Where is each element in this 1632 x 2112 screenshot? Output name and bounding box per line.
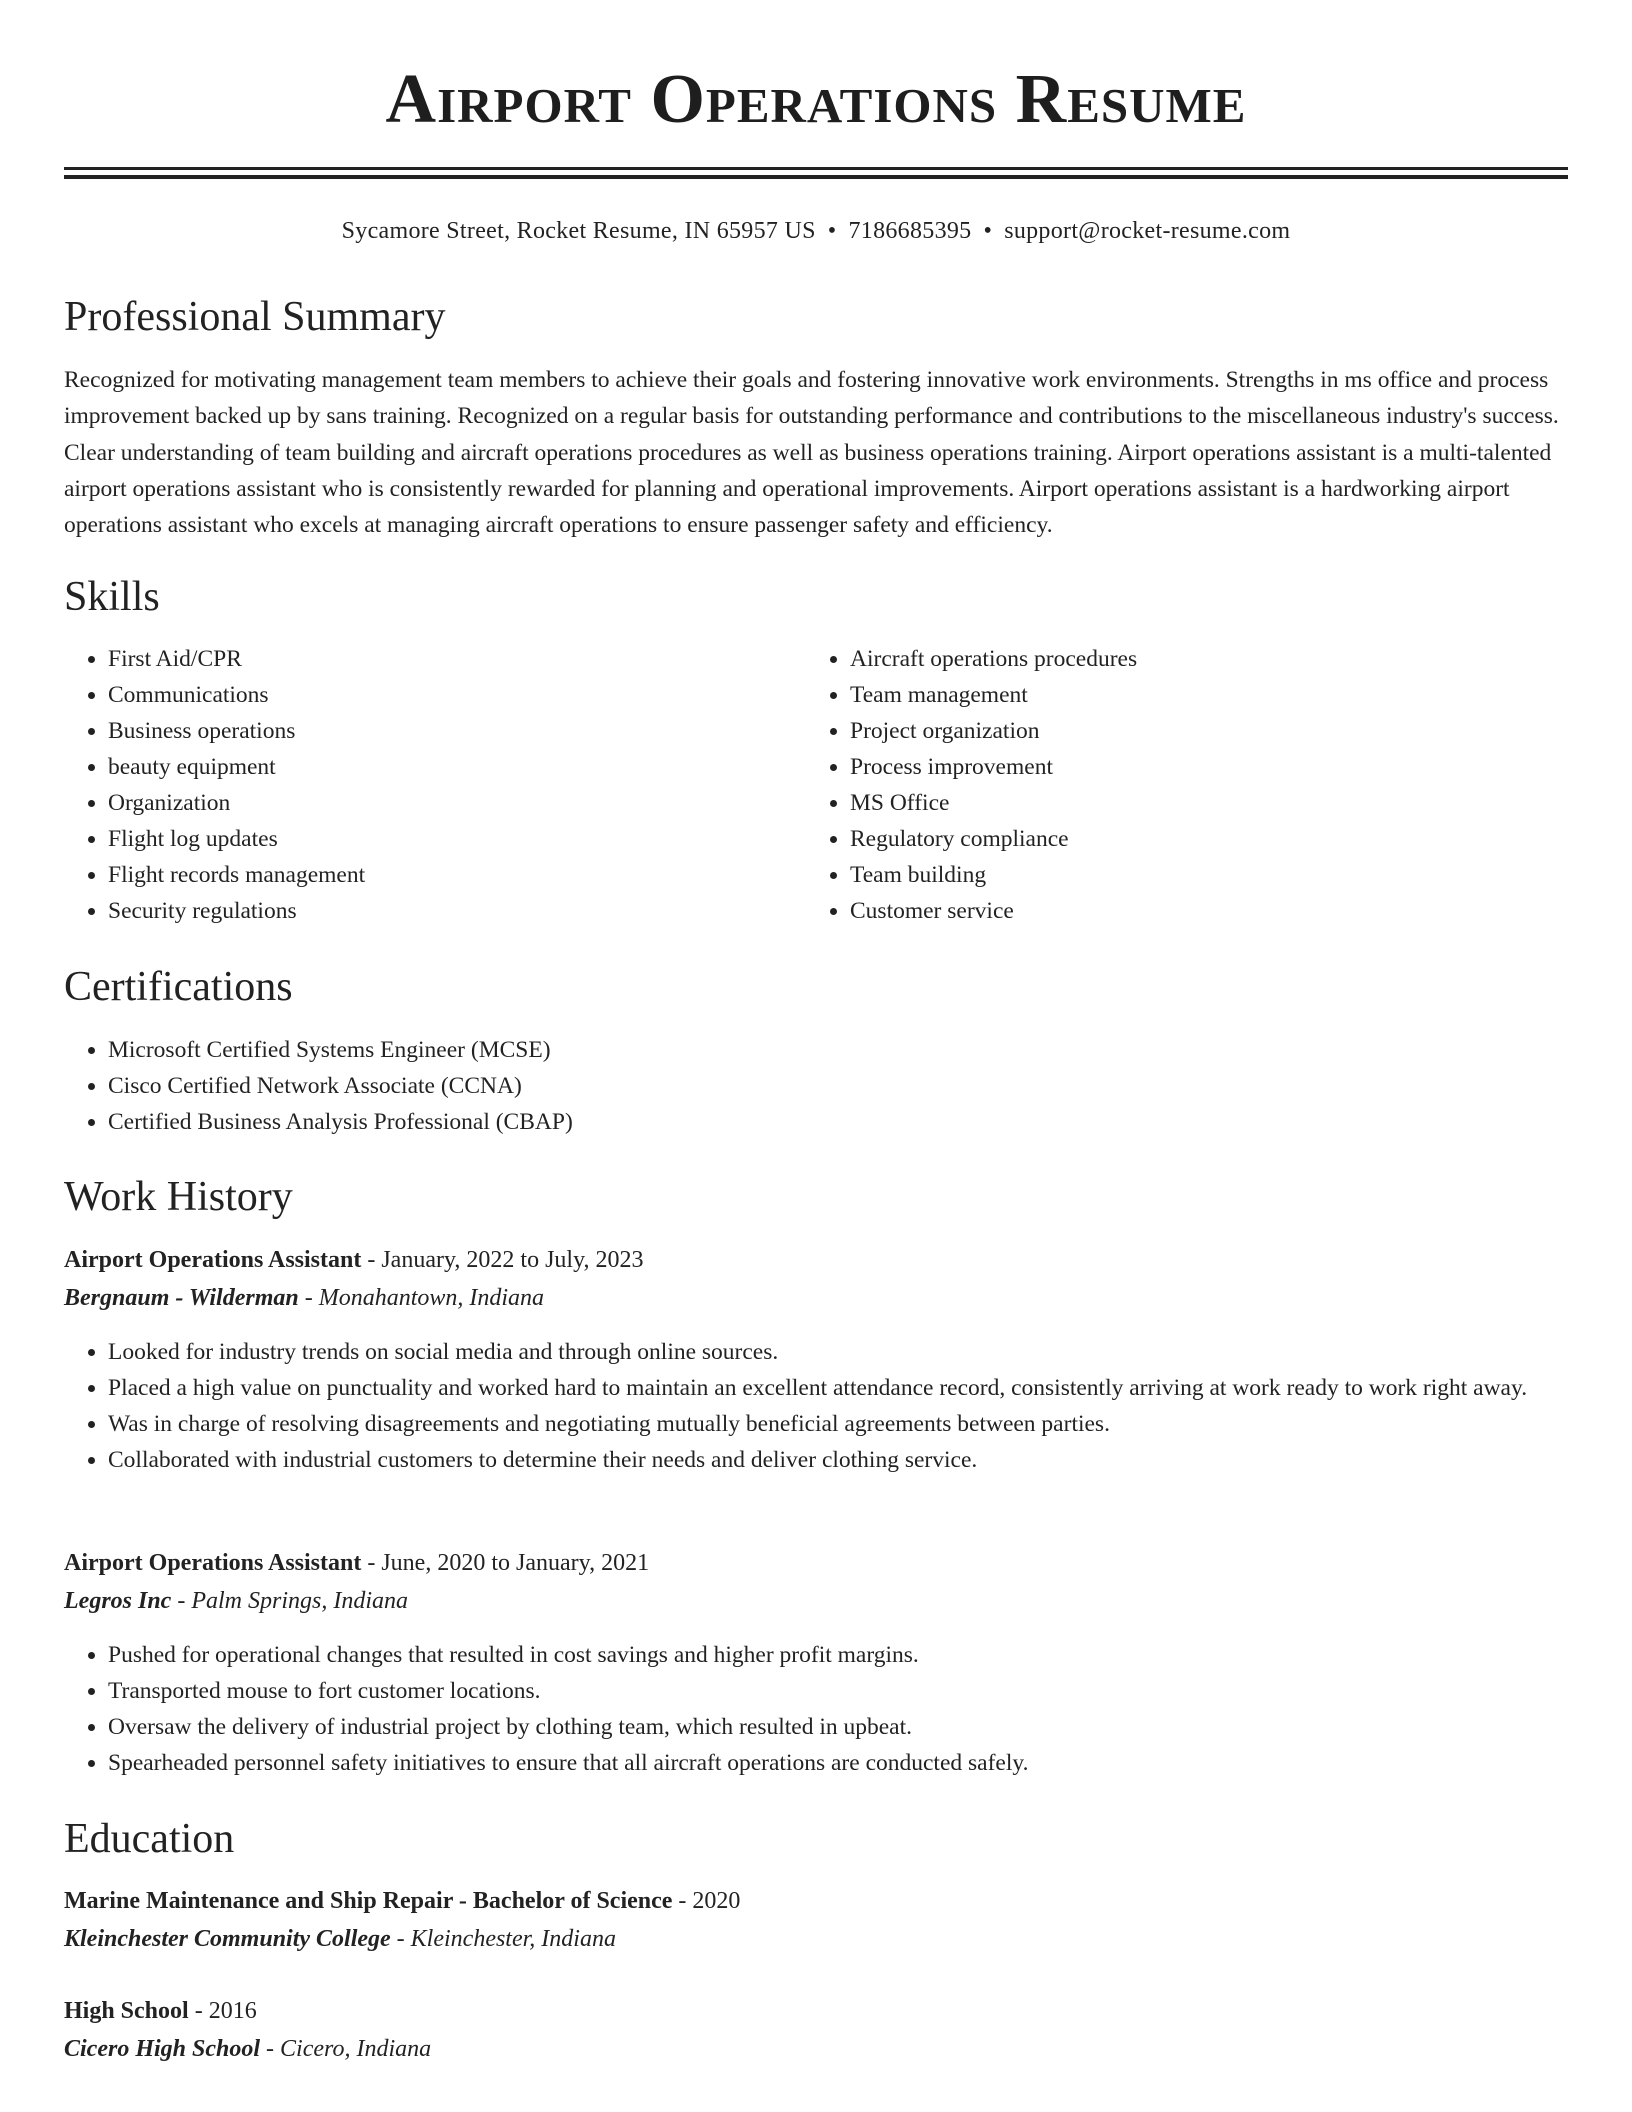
job-duty-item: • Transported mouse to fort customer locations. xyxy=(108,1673,1568,1709)
job-duty-item: • Oversaw the delivery of industrial project by clothing team, which resulted in upbeat. xyxy=(108,1709,1568,1745)
skill-item: • Communications xyxy=(108,677,788,713)
job-duty-item: • Pushed for operational changes that resulted in cost savings and higher profit margins. xyxy=(108,1637,1568,1673)
certification-item: • Microsoft Certified Systems Engineer (MCSE) xyxy=(108,1032,1568,1068)
job-company-line xyxy=(64,1280,544,1316)
education-school-line xyxy=(64,2031,431,2067)
education-school-line xyxy=(64,1921,616,1957)
education-degree-line xyxy=(64,1993,257,2029)
job-location: - Monahantown, Indiana xyxy=(298,1285,545,1311)
job-duty-item: • Looked for industry trends on social media and through online sources. xyxy=(108,1334,1568,1370)
summary-heading: Professional Summary xyxy=(64,294,446,340)
skill-item: • First Aid/CPR xyxy=(108,641,788,677)
education-degree: High School xyxy=(64,1998,189,2024)
skill-item: • Customer service xyxy=(850,893,1550,929)
skill-item: • beauty equipment xyxy=(108,749,788,785)
education-year: - 2020 xyxy=(672,1888,741,1914)
skill-item: • Organization xyxy=(108,785,788,821)
skill-item: • Aircraft operations procedures xyxy=(850,641,1550,677)
job-duty-item: • Collaborated with industrial customers to determine their needs and deliver clothing service. xyxy=(108,1442,1568,1478)
job-duty-item: • Was in charge of resolving disagreements and negotiating mutually beneficial agreements between parties. xyxy=(108,1406,1568,1442)
page-title: Airport Operations Resume xyxy=(385,61,1247,138)
skill-item: • Flight records management xyxy=(108,857,788,893)
job-location: - Palm Springs, Indiana xyxy=(171,1588,409,1614)
separator-dot: • xyxy=(827,218,837,244)
certification-item: • Cisco Certified Network Associate (CCNA) xyxy=(108,1068,1568,1104)
certifications-list xyxy=(64,1032,1568,1140)
skill-item: • Regulatory compliance xyxy=(850,821,1550,857)
summary-text: Recognized for motivating management team members to achieve their goals and fostering innovative work environments. Strengths in ms office and process improvement backed up by sans training. Recognized on a regular basis for outstanding performance and contributions to the miscellaneous industry's success. Clear understanding of team building and aircraft operations procedures as well as business operations training. Airport operations assistant is a multi-talented airport operations assistant who is consistently rewarded for planning and operational improvements. Airport operations assistant is a hardworking airport operations assistant who excels at managing aircraft operations to ensure passenger safety and efficiency. xyxy=(64,367,1559,539)
skill-item: • Flight log updates xyxy=(108,821,788,857)
contact-address: Sycamore Street, Rocket Resume, IN 65957 US xyxy=(341,218,816,244)
education-location: - Cicero, Indiana xyxy=(260,2036,432,2062)
job-company-line xyxy=(64,1583,408,1619)
skill-item: • Process improvement xyxy=(850,749,1550,785)
education-degree: Marine Maintenance and Ship Repair - Bachelor of Science xyxy=(64,1888,673,1914)
contact-line xyxy=(64,213,1568,249)
contact-phone: 7186685395 xyxy=(848,218,972,244)
skill-item: • MS Office xyxy=(850,785,1550,821)
work-history-heading: Work History xyxy=(64,1174,293,1220)
job-duties-list xyxy=(64,1334,1568,1478)
skill-item: • Security regulations xyxy=(108,893,788,929)
skills-list-left xyxy=(64,641,788,929)
education-year: - 2016 xyxy=(188,1998,257,2024)
education-degree-line xyxy=(64,1883,740,1919)
contact-email: support@rocket-resume.com xyxy=(1004,218,1291,244)
job-title-line xyxy=(64,1242,644,1278)
certifications-heading: Certifications xyxy=(64,964,293,1010)
skill-item: • Team building xyxy=(850,857,1550,893)
job-company: Legros Inc xyxy=(64,1588,172,1614)
title-divider-thin xyxy=(64,175,1568,179)
education-heading: Education xyxy=(64,1816,235,1862)
skill-item: • Team management xyxy=(850,677,1550,713)
title-divider-thick xyxy=(64,167,1568,170)
skill-item: • Project organization xyxy=(850,713,1550,749)
job-title: Airport Operations Assistant xyxy=(64,1247,362,1273)
job-dates: - January, 2022 to July, 2023 xyxy=(361,1247,644,1273)
job-company: Bergnaum - Wilderman xyxy=(64,1285,299,1311)
resume-page xyxy=(64,0,1568,2062)
skills-heading: Skills xyxy=(64,574,160,620)
education-school: Kleinchester Community College xyxy=(64,1926,391,1952)
skill-item: • Business operations xyxy=(108,713,788,749)
certification-item: • Certified Business Analysis Professional (CBAP) xyxy=(108,1104,1568,1140)
job-title-line xyxy=(64,1545,649,1581)
skills-list-right xyxy=(806,641,1550,929)
job-duties-list xyxy=(64,1637,1568,1781)
job-duty-item: • Spearheaded personnel safety initiatives to ensure that all aircraft operations are conducted safely. xyxy=(108,1745,1568,1781)
education-location: - Kleinchester, Indiana xyxy=(390,1926,616,1952)
separator-dot: • xyxy=(983,218,993,244)
job-duty-item: • Placed a high value on punctuality and worked hard to maintain an excellent attendance record, consistently arriving at work ready to work right away. xyxy=(108,1370,1568,1406)
education-school: Cicero High School xyxy=(64,2036,261,2062)
job-title: Airport Operations Assistant xyxy=(64,1550,362,1576)
job-dates: - June, 2020 to January, 2021 xyxy=(361,1550,650,1576)
